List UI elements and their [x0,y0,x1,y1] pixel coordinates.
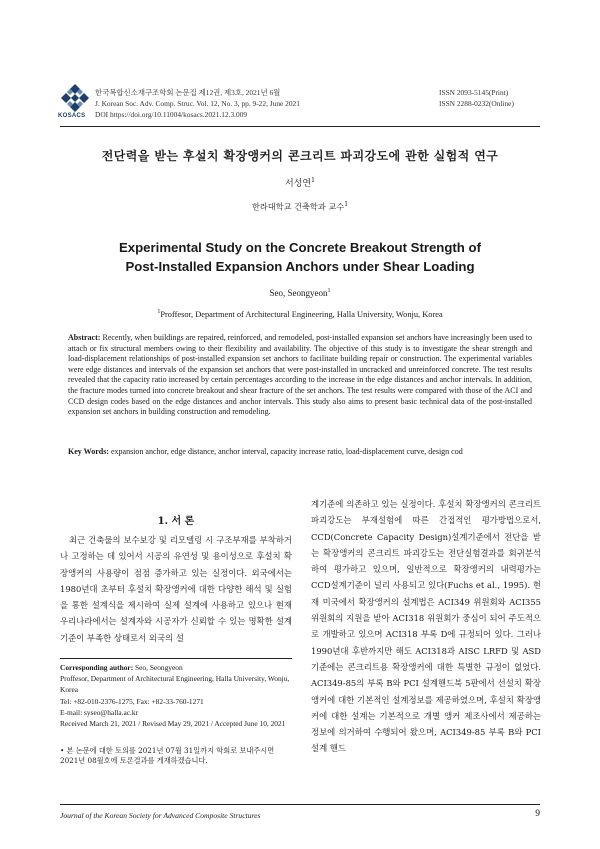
logo-text: KOSACS [58,113,86,119]
section-heading-introduction: 1. 서 론 [157,516,195,527]
title-english-line1: Experimental Study on the Concrete Breakout Strength of [119,240,481,255]
journal-name-kr: 한국복합신소재구조학회 논문집 제12권, 제3호, 2021년 6월 [95,88,281,97]
author-english: Seo, Seongyeon$^1$ [269,288,331,298]
corresponding-author-block [60,662,292,718]
corresponding-affiliation: Proffesor, Department of Architectural Engineering, Halla University, Wonju, Korea [60,674,290,695]
page-number: 9 [535,809,540,819]
corresponding-name: Seo, Seongyeon [135,663,183,672]
received-dates: Received March 21, 2021 / Revised May 29, 2021 / Accepted June 10, 2021 [60,719,286,728]
keywords-label: Key Words: [68,447,109,456]
doi-link[interactable]: DOI https://doi.org/10.11004/kosacs.2021.12.3.009 [95,110,248,119]
author-english-superscript: 1 [327,288,331,294]
kosacs-logo-icon [60,83,90,113]
corresponding-email[interactable]: E-mail: syseo@halla.ac.kr [60,707,139,717]
issn-print: ISSN 2093-5145(Print) [439,88,509,97]
corresponding-phone: Tel: +82-010-2376-1275, Fax: +82-33-760-1271 [60,696,204,706]
right-column-body [311,496,541,757]
author-korean-superscript: 1 [311,177,315,184]
abstract-text: Recently, when buildings are repaired, reinforced, and remodeled, post-installed expansion set anchors have increasingly been used to attach or fix structural members owing to their flexibility and availability. The objective of this study is to investigate the shear strength and load-displacement relationships of post-installed expansion set anchors to facilitate building repair or construction. The experimental variables were edge distances and intervals of the expansion set anchors that were post-installed in uncracked and unreinforced concrete. The test results revealed that the capacity ratio increased by certain percentages according to the increase in the edge distances and anchor intervals. In addition, the fracture modes turned into concrete breakout and shear fracture of the set anchors. The test results were compared with those of the ACI and CCD design codes based on the edge distances and anchor intervals. This study also aims to present basic technical data of the post-installed expansion set anchors in building construction and remodeling. [68,333,533,417]
corresponding-label: Corresponding author: [60,663,134,672]
keywords-text: expansion anchor, edge distance, anchor interval, capacity increase ratio, load-displacement curve, design cod [110,447,463,456]
title-english [0,238,600,276]
left-column-body [60,532,292,646]
affiliation-english: $^1$Proffesor, Department of Architectural Engineering, Halla University, Wonju, Korea [157,309,443,319]
affiliation-korean-superscript: 1 [344,201,349,208]
title-korean: 전단력을 받는 후설치 확장앵커의 콘크리트 파괴강도에 관한 실험적 연구 [101,149,499,163]
corresponding-divider [60,658,292,659]
abstract-label: Abstract: [68,333,101,342]
title-english-line2: Post-Installed Expansion Anchors under Shear Loading [125,259,475,274]
affiliation-korean: 한라대학교 건축학과 교수$^1$ [251,201,349,212]
journal-name-en: J. Korean Soc. Adv. Comp. Struc. Vol. 12, No. 3, pp. 9-22, June 2021 [95,99,300,108]
affiliation-english-superscript: 1 [157,309,161,315]
intro-paragraph-1: 최근 건축물의 보수보강 및 리모델링 시 구조부재를 부착하거나 고정하는 데 있어서 시공의 유연성 및 용이성으로 후설치 확장앵커의 사용량이 점점 증가하고 있는 실정이다. 외국에서는 1980년대 초부터 후설치 확장앵커에 대한 다양한 해석 및 실험을 통한 설계식을 제시하여 실제 설계에 사용하고 있으나 현재 우리나라에서는 설계자와 시공자가 신뢰할 수 있는 명확한 설계기준이 부족한 상태로서 외국의 설 [60,535,292,643]
header-divider [60,126,540,127]
discussion-notice: • 본 논문에 대한 토의를 2021년 07월 31일까지 학회로 보내주시면 2021년 08월호에 토론결과를 게재하겠습니다. [60,746,275,765]
footer-divider [60,804,540,805]
issn-online: ISSN 2288-0232(Online) [439,99,514,108]
footer-journal-name: Journal of the Korean Society for Advanced Composite Structures [60,811,261,820]
keywords [68,447,532,458]
intro-paragraph-2: 계기준에 의존하고 있는 실정이다. 후설치 확장앵커의 콘크리트 파괴강도는 부재설험에 따른 간접적인 평가방법으로서, CCD(Concrete Capacity Design)설계기준에서 전단을 받는 확장앵커의 콘크리트 파괴강도는 전단실험결과를 회귀분석하여 평가하고 있으며, 일반적으로 확장앵커의 내력평가는 CCD설계기준이 널리 사용되고 있다(Fuchs et al., 1995). 현재 미국에서 확장앵커의 설계법은 ACI349 위원회와 ACI355 위원회의 지원을 받아 ACI318 위원회가 중심이 되어 주도적으로 개발하고 있으며 ACI318 부록 D에 규정되어 있다. 그러나 1990년대 후반까지만 해도 ACI318과 AISC LRFD 및 ASD기준에는 콘크리트용 확장앵커에 대한 특별한 규정이 없었다. ACI349-85의 부록 B와 PCI 설계핸드북 5판에서 선설치 확장앵커에 대한 기본적인 설계정보를 제공하였으며, 후설치 확장앵커에 대한 설계는 기본적으로 개별 앵커 제조사에서 제공하는 정보에 의거하여 수행되어 왔으며, ACI349-85 부록 B와 PCI 설계 핸드 [311,499,541,754]
author-korean: 서성연$^1$ [285,177,315,189]
abstract [68,333,532,418]
